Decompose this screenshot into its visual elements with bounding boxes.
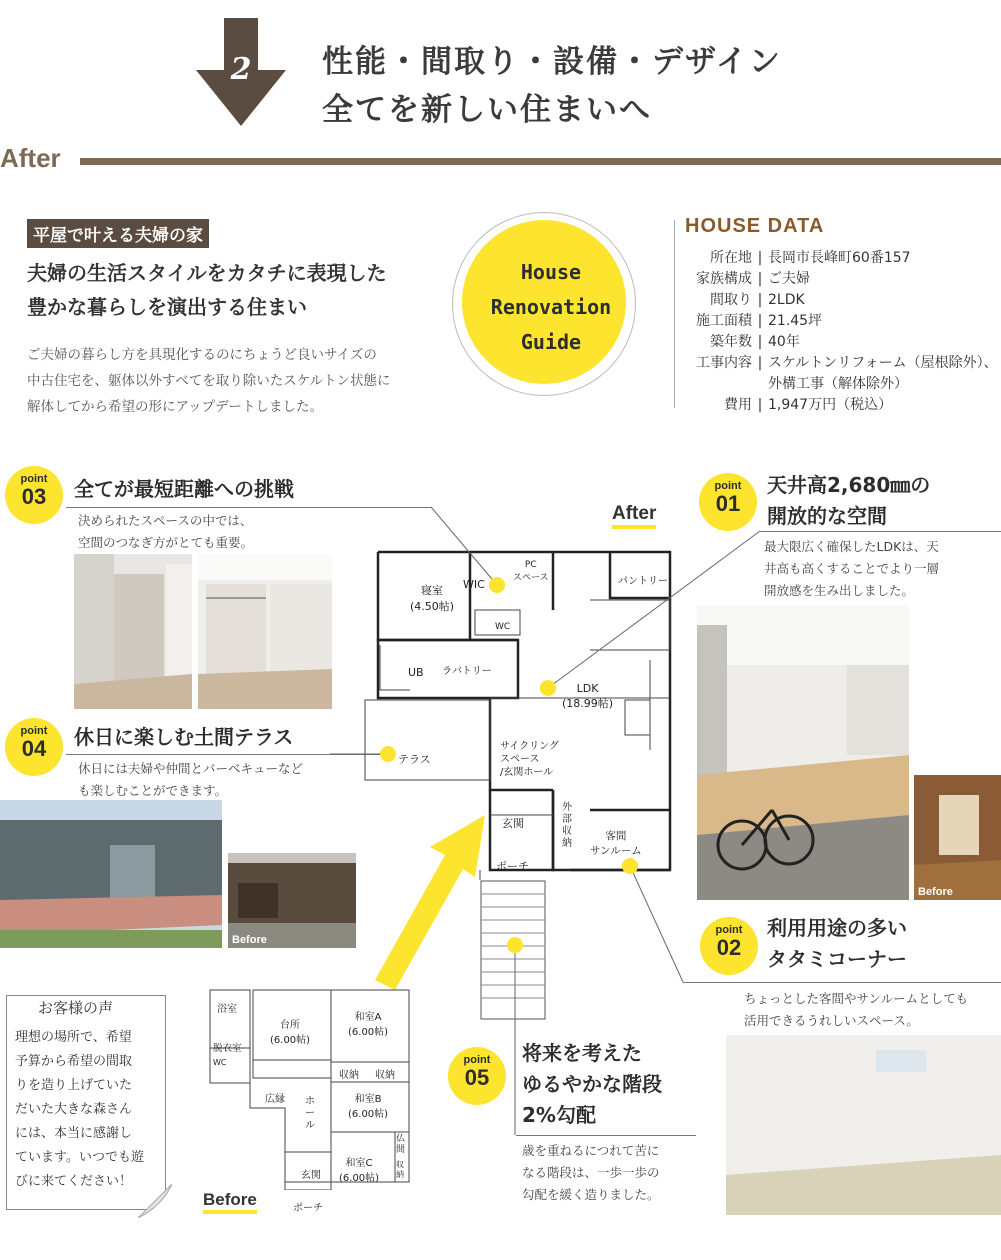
room-label: スペース xyxy=(513,573,549,583)
before-room-kitchen xyxy=(270,1016,310,1046)
before-room-storage-v: 収納 xyxy=(396,1160,404,1179)
before-room-bath: 浴室 xyxy=(217,1004,237,1015)
room-label: 台所 xyxy=(280,1020,301,1031)
point-05-desc-line: 勾配を緩く造りました。 xyxy=(522,1187,660,1202)
house-data-separator: | xyxy=(757,334,763,350)
point-number: 02 xyxy=(716,935,742,960)
point-05-title-line: 将来を考えた xyxy=(522,1041,642,1065)
house-data-title: HOUSE DATA xyxy=(685,215,825,237)
point-04-desc xyxy=(78,758,303,802)
point-02-desc-line: 活用できるうれしいスペース。 xyxy=(744,1013,919,1028)
room-bedroom xyxy=(410,582,454,614)
point-01-desc-line: 井高も高くすることでより一層 xyxy=(764,561,940,576)
point-04-rule xyxy=(66,754,386,755)
closet-hallway-photo xyxy=(74,554,192,709)
point-01-badge xyxy=(699,473,757,531)
house-data-row xyxy=(682,269,998,290)
point-word: point xyxy=(20,473,48,485)
room-cycling-space xyxy=(500,740,559,779)
house-data-row xyxy=(682,374,998,395)
before-room-washitsu-a xyxy=(348,1008,388,1038)
point-02-title-line: 利用用途の多い xyxy=(767,916,907,940)
intro-body xyxy=(27,342,447,420)
point-01-desc xyxy=(764,536,939,602)
point-01-title-line: 開放的な空間 xyxy=(767,504,887,528)
point-02-title xyxy=(767,913,907,975)
after-section-label: After xyxy=(0,143,61,173)
room-size: (6.00帖) xyxy=(339,1173,380,1184)
house-data-value: ご夫婦 xyxy=(768,271,810,287)
point-05-title-line: 2%勾配 xyxy=(522,1103,596,1127)
room-lavatory: ラバトリー xyxy=(442,666,492,677)
room-wc: WC xyxy=(495,622,511,632)
house-data-table xyxy=(682,248,998,416)
voice-line: りを造り上げていた xyxy=(15,1078,133,1093)
point-word: point xyxy=(20,725,48,737)
room-label: /玄関ホール xyxy=(500,767,554,778)
room-label: 収 xyxy=(562,826,572,837)
house-data-separator: | xyxy=(757,397,763,413)
point-05-title-line: ゆるやかな階段 xyxy=(522,1072,662,1096)
house-data-row xyxy=(682,311,998,332)
guide-line-2: Renovation xyxy=(490,295,612,319)
point-05-badge xyxy=(448,1047,506,1105)
point-03-title: 全てが最短距離への挑戦 xyxy=(74,477,294,501)
before-tag: Before xyxy=(232,934,267,946)
point-05-rule xyxy=(516,1135,696,1136)
point-04-desc-line: 休日には夫婦や仲間とバーベキューなど xyxy=(78,761,304,776)
tatami-corner-photo xyxy=(726,1035,1001,1215)
point-03-desc-line: 空間のつなぎ方がとても重要。 xyxy=(78,535,254,550)
house-data-value: 21.45坪 xyxy=(768,313,823,329)
room-outdoor-storage xyxy=(562,802,574,850)
house-data-row xyxy=(682,248,998,269)
room-size: (4.50帖) xyxy=(410,600,455,613)
intro-tag: 平屋で叶える夫婦の家 xyxy=(27,219,209,248)
house-data-value: 外構工事（解体除外） xyxy=(768,376,908,392)
point-02-badge xyxy=(700,917,758,975)
point-03-desc xyxy=(78,510,253,554)
point-01-rule xyxy=(760,531,1001,532)
voice-line: びに来てください！ xyxy=(15,1174,133,1189)
before-room-wc: WC xyxy=(213,1058,227,1067)
point-number: 05 xyxy=(464,1065,490,1090)
terrace-photo xyxy=(0,800,222,948)
voice-line: 予算から希望の間取 xyxy=(15,1054,133,1069)
before-room-entrance: 玄関 xyxy=(301,1170,321,1181)
point-number: 03 xyxy=(21,484,47,509)
guide-label xyxy=(462,255,640,360)
point-number: 04 xyxy=(21,736,47,761)
room-label: 和室B xyxy=(354,1094,382,1105)
house-data-separator: | xyxy=(757,313,763,329)
guide-line-3: Guide xyxy=(520,330,582,354)
point-02-desc xyxy=(744,988,968,1032)
point-05-desc-line: 歳を重ねるにつれて苦に xyxy=(522,1143,660,1158)
point-05-title xyxy=(522,1038,662,1131)
room-terrace: テラス xyxy=(398,753,431,766)
before-room-hall: ホール xyxy=(305,1096,315,1131)
before-tag: Before xyxy=(918,886,953,898)
terrace-before-photo xyxy=(228,853,356,948)
room-label: 和室C xyxy=(345,1158,373,1169)
room-size: (6.00帖) xyxy=(270,1035,311,1046)
room-size: (6.00帖) xyxy=(348,1109,389,1120)
point-04-title: 休日に楽しむ土間テラス xyxy=(74,725,294,749)
intro-body-line: ご夫婦の暮らし方を具現化するのにちょうど良いサイズの xyxy=(27,347,377,363)
room-label: 寝室 xyxy=(421,584,444,597)
hallway-before-photo xyxy=(914,775,1001,900)
point-04-badge xyxy=(5,718,63,776)
room-label: スペース xyxy=(500,754,540,765)
point-04-desc-line: も楽しむことができます。 xyxy=(78,783,228,798)
room-label: PC xyxy=(524,560,537,570)
house-data-key: 工事内容 xyxy=(696,355,752,371)
room-pc-space xyxy=(513,560,549,583)
room-wic: WIC xyxy=(463,578,485,591)
room-ub: UB xyxy=(408,666,424,679)
after-plan-heading: After xyxy=(612,503,656,529)
house-data-divider xyxy=(674,220,675,408)
voice-line: 理想の場所で、希望 xyxy=(15,1030,132,1045)
room-size: (6.00帖) xyxy=(348,1027,389,1038)
intro-body-line: 中古住宅を、躯体以外すべてを取り除いたスケルトン状態に xyxy=(27,373,391,389)
title-line-1: 性能・間取り・設備・デザイン xyxy=(322,44,782,80)
title-line-2: 全てを新しい住まいへ xyxy=(322,92,652,128)
intro-headline xyxy=(27,256,387,324)
point-01-desc-line: 開放感を生み出しました。 xyxy=(764,583,915,598)
customer-voice-title: お客様の声 xyxy=(32,997,119,1018)
voice-line: には、本当に感謝し xyxy=(15,1126,133,1141)
before-room-storage: 収納 xyxy=(339,1070,359,1081)
ldk-bicycle-photo xyxy=(697,605,909,900)
house-data-value: スケルトンリフォーム（屋根除外）、 xyxy=(768,355,998,371)
room-label: 納 xyxy=(562,838,572,849)
room-guest-sunroom xyxy=(590,828,642,858)
direction-arrow-icon xyxy=(375,815,485,990)
point-number: 01 xyxy=(715,491,741,516)
house-data-separator: | xyxy=(757,292,763,308)
porch-stairs xyxy=(480,880,546,1020)
house-data-key: 家族構成 xyxy=(696,271,752,287)
house-data-separator: | xyxy=(757,271,763,287)
point-01-desc-line: 最大限広く確保したLDKは、天 xyxy=(764,539,939,554)
house-data-key xyxy=(682,374,752,395)
house-data-key: 間取り xyxy=(710,292,752,308)
before-room-dressing: 脱衣室 xyxy=(213,1043,242,1054)
point-02-title-line: タタミコーナー xyxy=(767,947,907,971)
guide-line-1: House xyxy=(520,260,582,284)
room-pantry: パントリー xyxy=(618,576,668,587)
house-data-key: 費用 xyxy=(724,397,752,413)
intro-body-line: 解体してから希望の形にアップデートしました。 xyxy=(27,399,324,415)
room-size: (18.99帖) xyxy=(562,697,614,710)
house-data-key: 所在地 xyxy=(710,250,752,266)
customer-voice-body xyxy=(15,1026,160,1194)
point-05-desc xyxy=(522,1140,660,1206)
house-data-separator: | xyxy=(757,250,763,266)
room-label: 客間 xyxy=(605,830,627,842)
house-data-value: 長岡市長峰町60番157 xyxy=(768,250,911,266)
point-01-title xyxy=(767,470,930,532)
before-room-washitsu-b xyxy=(348,1090,388,1120)
before-room-storage-2: 収納 xyxy=(375,1070,395,1081)
room-label: LDK xyxy=(576,682,599,695)
point-02-rule xyxy=(683,982,1001,983)
room-entrance: 玄関 xyxy=(502,817,524,830)
house-data-value: 40年 xyxy=(768,334,800,350)
house-data-value: 1,947万円（税込） xyxy=(768,397,893,413)
walk-in-closet-photo xyxy=(198,554,332,709)
house-data-key: 築年数 xyxy=(710,334,752,350)
before-room-washitsu-c xyxy=(339,1154,379,1184)
before-room-engawa: 広縁 xyxy=(265,1094,285,1105)
page-title xyxy=(322,38,782,134)
house-data-value: 2LDK xyxy=(768,292,805,308)
house-data-row xyxy=(682,395,998,416)
house-data-separator: | xyxy=(757,355,763,371)
room-label: サイクリング xyxy=(500,741,559,752)
room-label: サンルーム xyxy=(590,845,642,857)
room-ldk xyxy=(562,682,613,711)
point-word: point xyxy=(714,480,742,492)
page-curl-icon xyxy=(138,1184,172,1218)
voice-line: だいた大きな森さん xyxy=(15,1102,133,1117)
point-03-desc-line: 決められたスペースの中では、 xyxy=(78,513,253,528)
room-porch: ポーチ xyxy=(496,860,529,873)
hallway-before-image xyxy=(914,775,1001,900)
after-divider xyxy=(80,158,1001,165)
point-01-title-line: 天井高2,680㎜の xyxy=(767,473,931,497)
point-05-desc-line: なる階段は、一歩一歩の xyxy=(522,1165,660,1180)
house-data-row xyxy=(682,290,998,311)
room-label: 和室A xyxy=(354,1012,382,1023)
before-room-porch: ポーチ xyxy=(293,1203,323,1214)
house-data-separator xyxy=(752,374,768,395)
voice-line: ています。いつでも遊 xyxy=(15,1150,144,1165)
house-data-key: 施工面積 xyxy=(696,313,752,329)
house-data-row xyxy=(682,332,998,353)
before-plan-heading: Before xyxy=(203,1190,257,1214)
house-data-row xyxy=(682,353,998,374)
before-room-butsuma: 仏間 xyxy=(396,1134,406,1155)
point-word: point xyxy=(463,1054,491,1066)
room-label: 部 xyxy=(562,814,572,825)
point-03-badge xyxy=(5,466,63,524)
step-number: 2 xyxy=(230,52,252,87)
intro-headline-line-1: 夫婦の生活スタイルをカタチに表現した xyxy=(27,261,387,285)
intro-headline-line-2: 豊かな暮らしを演出する住まい xyxy=(27,295,307,319)
room-label: 外 xyxy=(562,802,572,813)
point-word: point xyxy=(715,924,743,936)
point-03-rule xyxy=(66,507,431,508)
point-02-desc-line: ちょっとした客間やサンルームとしても xyxy=(744,991,969,1006)
